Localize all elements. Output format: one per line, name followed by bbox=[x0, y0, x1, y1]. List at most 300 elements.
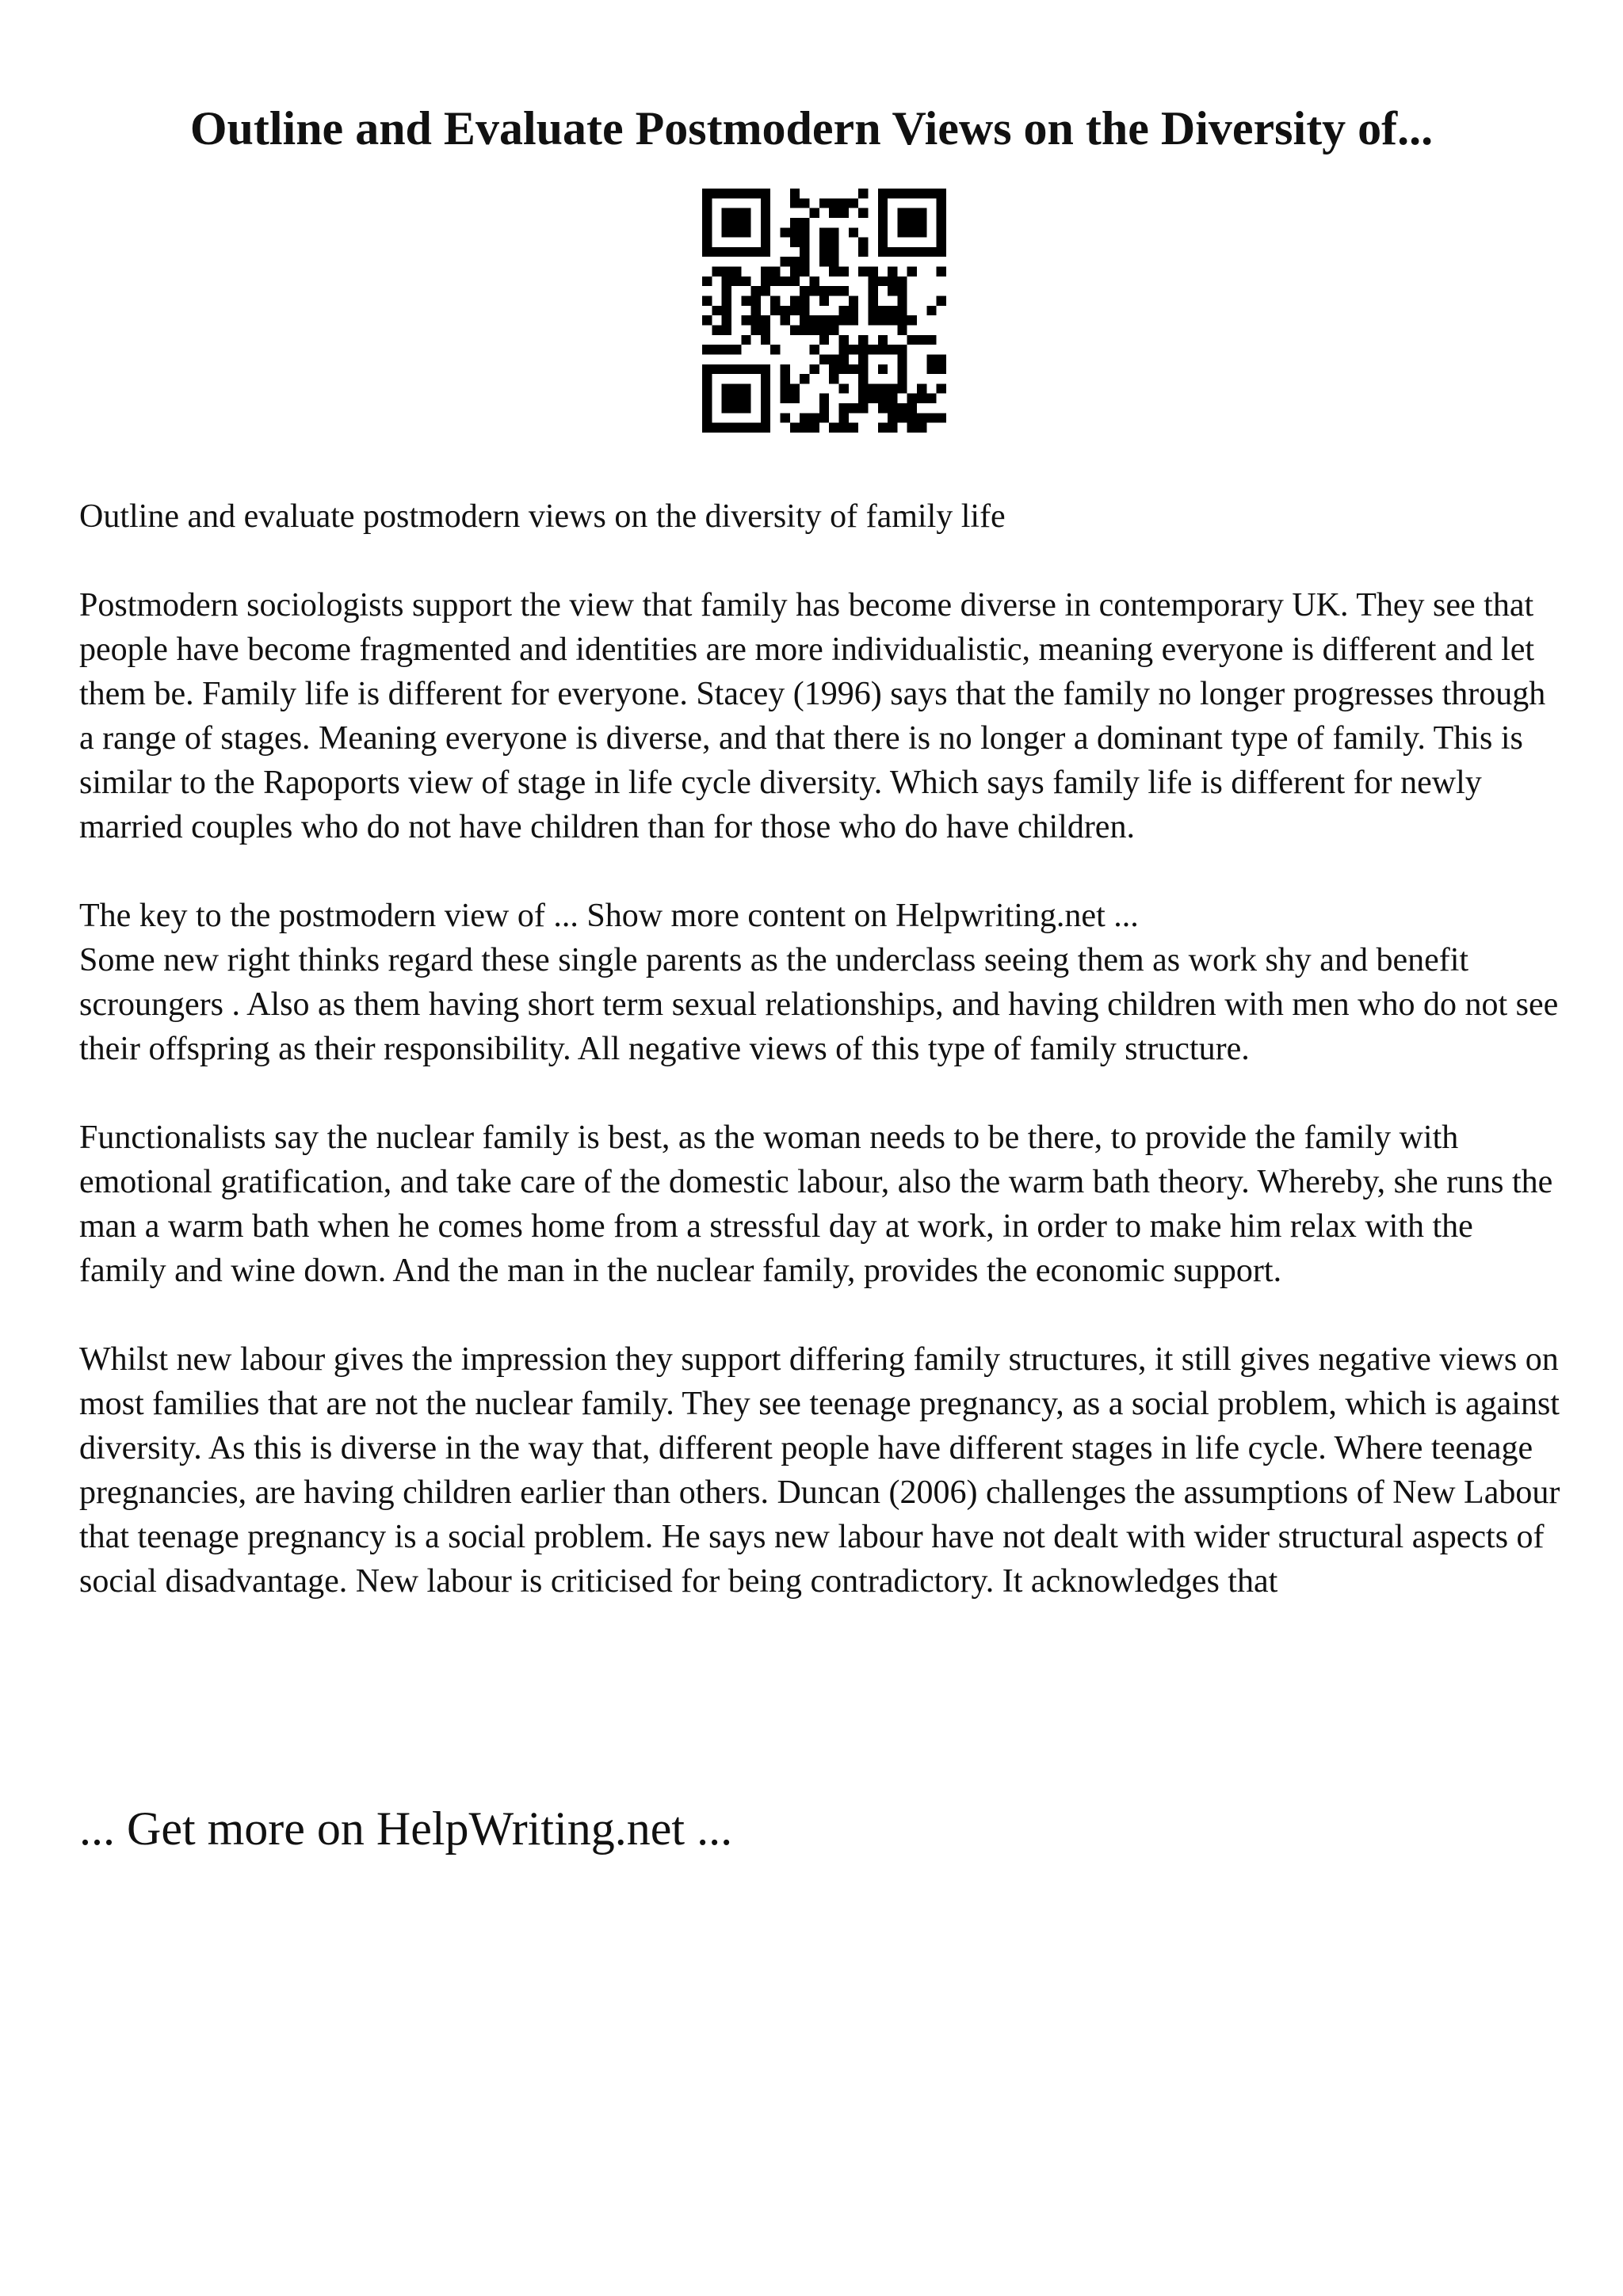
qr-module bbox=[878, 394, 888, 403]
qr-module bbox=[917, 247, 926, 257]
qr-module bbox=[800, 238, 809, 247]
qr-module bbox=[751, 423, 761, 433]
qr-module bbox=[790, 218, 800, 227]
qr-module bbox=[751, 325, 761, 334]
qr-module bbox=[926, 413, 936, 422]
qr-module bbox=[770, 296, 780, 306]
qr-module bbox=[731, 364, 741, 374]
qr-module bbox=[751, 364, 761, 374]
qr-module bbox=[838, 383, 848, 393]
qr-module bbox=[800, 325, 809, 334]
qr-module bbox=[800, 257, 809, 266]
qr-module bbox=[722, 286, 731, 296]
qr-module bbox=[712, 247, 721, 257]
qr-module bbox=[800, 296, 809, 306]
document-title: Outline and Evaluate Postmodern Views on the Diversity of... bbox=[189, 102, 1434, 154]
qr-module bbox=[790, 189, 800, 198]
qr-module bbox=[781, 364, 790, 374]
qr-module bbox=[731, 247, 741, 257]
qr-module bbox=[702, 315, 712, 325]
qr-module bbox=[722, 189, 731, 198]
qr-module bbox=[897, 247, 907, 257]
qr-module bbox=[897, 403, 907, 413]
qr-module bbox=[878, 345, 888, 354]
qr-module bbox=[917, 227, 926, 237]
qr-module bbox=[781, 413, 790, 422]
qr-module bbox=[781, 315, 790, 325]
qr-module bbox=[731, 189, 741, 198]
qr-module bbox=[829, 315, 838, 325]
qr-module bbox=[741, 296, 750, 306]
qr-module bbox=[849, 345, 858, 354]
qr-module bbox=[731, 383, 741, 393]
qr-module bbox=[849, 227, 858, 237]
qr-module bbox=[761, 364, 770, 374]
qr-module bbox=[849, 364, 858, 374]
qr-module bbox=[868, 306, 877, 315]
qr-module bbox=[722, 403, 731, 413]
qr-module bbox=[702, 374, 712, 383]
qr-module bbox=[888, 267, 897, 277]
qr-module bbox=[761, 218, 770, 227]
qr-module bbox=[781, 257, 790, 266]
qr-module bbox=[888, 383, 897, 393]
qr-module bbox=[849, 403, 858, 413]
qr-module bbox=[868, 286, 877, 296]
qr-module bbox=[897, 315, 907, 325]
qr-module bbox=[878, 227, 888, 237]
qr-module bbox=[712, 189, 721, 198]
qr-module bbox=[790, 423, 800, 433]
qr-module bbox=[878, 423, 888, 433]
qr-module bbox=[868, 267, 877, 277]
qr-module bbox=[858, 383, 868, 393]
qr-module bbox=[897, 227, 907, 237]
qr-module bbox=[888, 277, 897, 286]
qr-module bbox=[722, 364, 731, 374]
qr-module bbox=[790, 257, 800, 266]
qr-module bbox=[926, 364, 936, 374]
qr-module bbox=[878, 335, 888, 345]
qr-module bbox=[810, 345, 819, 354]
qr-module bbox=[781, 383, 790, 393]
qr-module bbox=[858, 238, 868, 247]
document-body bbox=[79, 494, 1561, 1648]
qr-module bbox=[868, 345, 877, 354]
qr-module bbox=[731, 403, 741, 413]
qr-module bbox=[838, 423, 848, 433]
qr-module bbox=[702, 277, 712, 286]
qr-module bbox=[829, 286, 838, 296]
qr-module bbox=[819, 325, 829, 334]
qr-module bbox=[849, 315, 858, 325]
qr-module bbox=[761, 403, 770, 413]
qr-module bbox=[888, 306, 897, 315]
qr-module bbox=[761, 315, 770, 325]
qr-module bbox=[790, 306, 800, 315]
qr-module bbox=[878, 315, 888, 325]
qr-module bbox=[888, 345, 897, 354]
qr-module bbox=[926, 354, 936, 364]
qr-module bbox=[702, 364, 712, 374]
qr-module bbox=[907, 423, 917, 433]
qr-module bbox=[858, 335, 868, 345]
qr-module bbox=[858, 403, 868, 413]
qr-module bbox=[790, 198, 800, 208]
paragraph-new-labour: Whilst new labour gives the impression they support differing family structures, it still gives negative views on most families that are not the nuclear family. They see teenage pregnancy, as a social problem, which is against diversity. As this is diverse in the way that, different people have different stages in life cycle. Where teenage pregnancies, are having children earlier than others. Duncan (2006) challenges the assumptions of New Labour that teenage pregnancy is a social problem. He says new labour have not dealt with wider structural aspects of social disadvantage. New labour is criticised for being contradictory. It acknowledges that bbox=[79, 1341, 1560, 1600]
qr-module bbox=[712, 423, 721, 433]
qr-module bbox=[917, 335, 926, 345]
qr-module bbox=[751, 286, 761, 296]
qr-module bbox=[838, 364, 848, 374]
qr-module bbox=[907, 335, 917, 345]
qr-module bbox=[926, 335, 936, 345]
qr-module bbox=[810, 423, 819, 433]
qr-module bbox=[761, 238, 770, 247]
qr-module bbox=[926, 247, 936, 257]
qr-module bbox=[761, 277, 770, 286]
qr-module bbox=[849, 423, 858, 433]
qr-module bbox=[761, 413, 770, 422]
qr-module bbox=[712, 267, 721, 277]
qr-module bbox=[888, 247, 897, 257]
qr-module bbox=[868, 315, 877, 325]
qr-module bbox=[897, 286, 907, 296]
qr-module bbox=[897, 296, 907, 306]
qr-module bbox=[722, 383, 731, 393]
qr-module bbox=[878, 306, 888, 315]
qr-module bbox=[819, 227, 829, 237]
qr-module bbox=[731, 394, 741, 403]
qr-module bbox=[838, 198, 848, 208]
qr-module bbox=[722, 296, 731, 306]
qr-module bbox=[741, 218, 750, 227]
qr-module bbox=[849, 198, 858, 208]
qr-module bbox=[790, 383, 800, 393]
qr-module bbox=[937, 238, 946, 247]
qr-module bbox=[800, 413, 809, 422]
qr-module bbox=[800, 374, 809, 383]
qr-module bbox=[888, 394, 897, 403]
qr-module bbox=[838, 345, 848, 354]
qr-module bbox=[810, 364, 819, 374]
qr-module bbox=[888, 423, 897, 433]
qr-module bbox=[878, 383, 888, 393]
qr-module bbox=[937, 267, 946, 277]
qr-module bbox=[897, 383, 907, 393]
qr-module bbox=[829, 354, 838, 364]
qr-module bbox=[722, 267, 731, 277]
qr-module bbox=[819, 238, 829, 247]
qr-module bbox=[761, 374, 770, 383]
qr-module bbox=[741, 403, 750, 413]
qr-module bbox=[888, 189, 897, 198]
qr-module bbox=[790, 227, 800, 237]
qr-module bbox=[770, 277, 780, 286]
qr-module bbox=[702, 296, 712, 306]
qr-module bbox=[858, 374, 868, 383]
qr-module bbox=[712, 306, 721, 315]
qr-module bbox=[810, 325, 819, 334]
qr-module bbox=[917, 394, 926, 403]
qr-module bbox=[926, 306, 936, 315]
qr-module bbox=[819, 354, 829, 364]
qr-module bbox=[761, 383, 770, 393]
qr-module bbox=[731, 267, 741, 277]
qr-module bbox=[926, 189, 936, 198]
qr-module bbox=[781, 277, 790, 286]
qr-module bbox=[917, 208, 926, 218]
qr-module bbox=[702, 189, 712, 198]
qr-module bbox=[761, 325, 770, 334]
qr-module bbox=[800, 306, 809, 315]
qr-module bbox=[702, 423, 712, 433]
qr-module bbox=[838, 315, 848, 325]
qr-module bbox=[907, 218, 917, 227]
qr-module bbox=[838, 354, 848, 364]
qr-code-icon bbox=[702, 189, 946, 433]
qr-module bbox=[888, 315, 897, 325]
qr-module bbox=[800, 247, 809, 257]
qr-module bbox=[878, 364, 888, 374]
qr-module bbox=[917, 383, 926, 393]
qr-module bbox=[702, 345, 712, 354]
qr-module bbox=[741, 383, 750, 393]
qr-module bbox=[897, 374, 907, 383]
qr-module bbox=[868, 394, 877, 403]
qr-module bbox=[810, 208, 819, 218]
qr-module bbox=[878, 247, 888, 257]
qr-module bbox=[751, 315, 761, 325]
qr-module bbox=[838, 267, 848, 277]
qr-module bbox=[937, 383, 946, 393]
qr-module bbox=[702, 198, 712, 208]
qr-module bbox=[761, 247, 770, 257]
qr-module bbox=[702, 394, 712, 403]
qr-module bbox=[761, 267, 770, 277]
qr-module bbox=[858, 267, 868, 277]
qr-module bbox=[907, 315, 917, 325]
qr-module bbox=[741, 277, 750, 286]
qr-module bbox=[868, 277, 877, 286]
qr-module bbox=[781, 374, 790, 383]
qr-module bbox=[702, 227, 712, 237]
qr-module bbox=[722, 325, 731, 334]
qr-module bbox=[838, 208, 848, 218]
qr-module bbox=[810, 286, 819, 296]
qr-module bbox=[761, 208, 770, 218]
qr-module bbox=[781, 227, 790, 237]
qr-module bbox=[702, 413, 712, 422]
paragraph-postmodern: Postmodern sociologists support the view that family has become diverse in contemporary UK. They see that people have become fragmented and identities are more individualistic, meaning everyone is different and let them be. Family life is different for everyone. Stacey (1996) says that the family no longer progresses through a range of stages. Meaning everyone is diverse, and that there is no longer a dominant type of family. This is similar to the Rapoports view of stage in life cycle diversity. Which says family life is different for newly married couples who do not have children than for those who do have children. bbox=[79, 587, 1546, 845]
qr-module bbox=[897, 413, 907, 422]
qr-module bbox=[897, 306, 907, 315]
qr-module bbox=[761, 227, 770, 237]
qr-module bbox=[810, 277, 819, 286]
qr-module bbox=[838, 403, 848, 413]
qr-module bbox=[770, 345, 780, 354]
qr-module bbox=[731, 227, 741, 237]
qr-module bbox=[741, 227, 750, 237]
qr-module bbox=[722, 394, 731, 403]
qr-module bbox=[878, 277, 888, 286]
qr-module bbox=[829, 257, 838, 266]
qr-module bbox=[937, 354, 946, 364]
show-more-line[interactable]: The key to the postmodern view of ... Show more content on Helpwriting.net ... bbox=[79, 898, 1139, 934]
qr-module bbox=[722, 247, 731, 257]
qr-module bbox=[800, 227, 809, 237]
qr-module bbox=[917, 413, 926, 422]
qr-module bbox=[781, 306, 790, 315]
qr-module bbox=[878, 189, 888, 198]
qr-module bbox=[907, 208, 917, 218]
qr-module bbox=[888, 403, 897, 413]
qr-module bbox=[907, 247, 917, 257]
qr-module bbox=[937, 208, 946, 218]
qr-module bbox=[819, 198, 829, 208]
qr-module bbox=[722, 208, 731, 218]
qr-module bbox=[907, 394, 917, 403]
qr-module bbox=[907, 403, 917, 413]
qr-module bbox=[722, 277, 731, 286]
qr-module bbox=[702, 238, 712, 247]
get-more-link[interactable]: ... Get more on HelpWriting.net ... bbox=[79, 1802, 733, 1855]
qr-module bbox=[751, 189, 761, 198]
qr-module bbox=[937, 296, 946, 306]
qr-module bbox=[829, 238, 838, 247]
qr-module bbox=[741, 335, 750, 345]
qr-module bbox=[731, 208, 741, 218]
qr-module bbox=[829, 374, 838, 383]
qr-module bbox=[897, 364, 907, 374]
qr-module bbox=[761, 189, 770, 198]
qr-module bbox=[878, 218, 888, 227]
qr-module bbox=[897, 277, 907, 286]
qr-module bbox=[849, 306, 858, 315]
qr-module bbox=[868, 383, 877, 393]
qr-module bbox=[858, 354, 868, 364]
qr-module bbox=[829, 267, 838, 277]
qr-module bbox=[770, 306, 780, 315]
qr-module bbox=[702, 218, 712, 227]
qr-module bbox=[858, 364, 868, 374]
qr-module bbox=[731, 218, 741, 227]
qr-module bbox=[722, 315, 731, 325]
qr-module bbox=[829, 208, 838, 218]
qr-module bbox=[907, 227, 917, 237]
qr-module bbox=[937, 218, 946, 227]
qr-module bbox=[937, 189, 946, 198]
qr-module bbox=[878, 198, 888, 208]
qr-module bbox=[741, 394, 750, 403]
qr-module bbox=[819, 394, 829, 403]
document-subtitle: Outline and evaluate postmodern views on the diversity of family life bbox=[79, 498, 1006, 535]
qr-module bbox=[761, 198, 770, 208]
qr-module bbox=[917, 218, 926, 227]
qr-module bbox=[722, 306, 731, 315]
qr-module bbox=[741, 189, 750, 198]
qr-module bbox=[897, 354, 907, 364]
qr-module bbox=[849, 296, 858, 306]
qr-module bbox=[829, 364, 838, 374]
qr-module bbox=[751, 247, 761, 257]
qr-module bbox=[926, 394, 936, 403]
qr-module bbox=[888, 413, 897, 422]
qr-module bbox=[790, 325, 800, 334]
qr-module bbox=[702, 208, 712, 218]
qr-module bbox=[819, 335, 829, 345]
qr-module bbox=[790, 238, 800, 247]
qr-module bbox=[712, 325, 721, 334]
qr-module bbox=[800, 218, 809, 227]
qr-module bbox=[800, 286, 809, 296]
qr-module bbox=[781, 394, 790, 403]
qr-module bbox=[800, 198, 809, 208]
qr-module bbox=[819, 403, 829, 413]
qr-module bbox=[702, 403, 712, 413]
qr-module bbox=[897, 218, 907, 227]
qr-module bbox=[878, 403, 888, 413]
qr-module bbox=[937, 247, 946, 257]
paragraph-functionalists: Functionalists say the nuclear family is best, as the woman needs to be there, to provide the family with emotional gratification, and take care of the domestic labour, also the warm bath theory. Whereby, she runs the man a warm bath when he comes home from a stressful day at work, in order to make him relax with the family and wine down. And the man in the nuclear family, provides the economic support. bbox=[79, 1119, 1553, 1289]
qr-module bbox=[741, 208, 750, 218]
qr-module bbox=[751, 306, 761, 315]
qr-module bbox=[897, 189, 907, 198]
qr-module bbox=[761, 423, 770, 433]
qr-module bbox=[722, 423, 731, 433]
qr-module bbox=[897, 208, 907, 218]
qr-module bbox=[838, 335, 848, 345]
qr-module bbox=[722, 345, 731, 354]
qr-module bbox=[819, 257, 829, 266]
qr-module bbox=[937, 413, 946, 422]
qr-module bbox=[800, 315, 809, 325]
qr-module bbox=[829, 227, 838, 237]
qr-module bbox=[770, 267, 780, 277]
qr-module bbox=[790, 296, 800, 306]
qr-module bbox=[761, 394, 770, 403]
qr-module bbox=[741, 423, 750, 433]
qr-module bbox=[878, 238, 888, 247]
qr-module bbox=[741, 315, 750, 325]
qr-module bbox=[907, 413, 917, 422]
qr-module bbox=[897, 345, 907, 354]
qr-module bbox=[829, 198, 838, 208]
qr-module bbox=[810, 413, 819, 422]
qr-module bbox=[712, 364, 721, 374]
qr-module bbox=[800, 423, 809, 433]
qr-module bbox=[829, 325, 838, 334]
qr-module bbox=[722, 218, 731, 227]
qr-module bbox=[712, 345, 721, 354]
qr-module bbox=[937, 198, 946, 208]
qr-module bbox=[761, 335, 770, 345]
qr-module bbox=[858, 208, 868, 218]
qr-module bbox=[858, 345, 868, 354]
qr-module bbox=[838, 286, 848, 296]
qr-module bbox=[868, 296, 877, 306]
qr-module bbox=[838, 306, 848, 315]
qr-module bbox=[722, 227, 731, 237]
qr-module bbox=[937, 227, 946, 237]
qr-module bbox=[838, 413, 848, 422]
qr-module bbox=[790, 277, 800, 286]
qr-module bbox=[829, 247, 838, 257]
qr-module bbox=[702, 383, 712, 393]
qr-module bbox=[829, 423, 838, 433]
qr-module bbox=[897, 325, 907, 334]
qr-module bbox=[731, 277, 741, 286]
